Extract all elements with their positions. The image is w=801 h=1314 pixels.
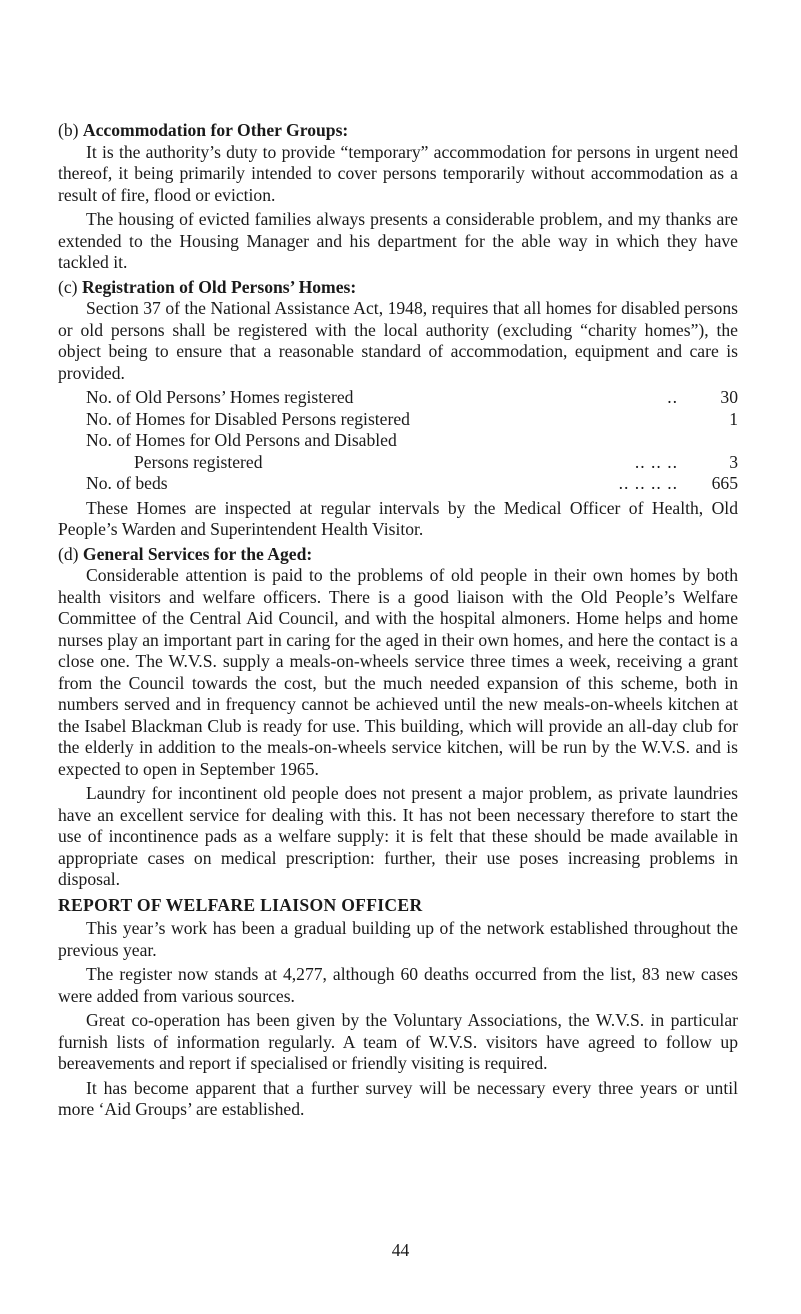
report-paragraph-4: It has become apparent that a further survey will be necessary every three years or until more ‘Aid Groups’ are established. [58, 1077, 738, 1119]
stat-value [696, 430, 738, 452]
stat-leader-dots: .. .. .. .. [618, 473, 678, 493]
section-c-heading [58, 277, 738, 299]
stat-label: No. of beds [86, 473, 168, 493]
stat-leader-dots [397, 430, 696, 452]
stat-value: 665 [711, 473, 738, 493]
section-b-title: Accommodation for Other Groups: [82, 120, 349, 140]
report-heading: REPORT OF WELFARE LIAISON OFFICER [58, 894, 423, 915]
stat-row [58, 452, 738, 474]
section-d-paragraph-2: Laundry for incontinent old people does not present a major problem, as private laundries have an excellent service for dealing with this. It has not been necessary therefore to start the use of incontinence pads as a welfare supply: it is felt that these should be made available in appropriate cases on medical prescription: further, their use poses increasing problems in disposal. [58, 783, 738, 889]
section-c-paragraph-2: These Homes are inspected at regular intervals by the Medical Officer of Health, Old People’s Warden and Superintendent Health Visitor. [58, 497, 738, 539]
stat-label: Persons registered [134, 451, 263, 472]
homes-statistics [58, 387, 738, 495]
stat-leader-dots: .. [667, 387, 678, 407]
stat-value: 3 [729, 451, 738, 472]
section-b-label: (b) [58, 120, 79, 140]
stat-row [58, 387, 738, 409]
section-d-label: (d) [58, 543, 79, 564]
section-c-label: (c) [58, 276, 78, 297]
stat-value: 1 [729, 408, 738, 429]
section-c-title: Registration of Old Persons’ Homes: [81, 276, 357, 297]
report-paragraph-3: Great co-operation has been given by the Voluntary Associations, the W.V.S. in particular furnish lists of information regularly. A team of W.V.S. visitors have agreed to follow up bereavements and report if specialised or friendly visiting is required. [58, 1010, 738, 1073]
stat-label: No. of Homes for Old Persons and Disabled [86, 430, 397, 450]
report-paragraph-1: This year’s work has been a gradual building up of the network established throughout the previous year. [58, 918, 738, 960]
section-d-heading [58, 544, 738, 566]
report-paragraph-2: The register now stands at 4,277, although 60 deaths occurred from the list, 83 new cases were added from various sources. [58, 964, 738, 1006]
document-page [58, 120, 738, 1124]
section-b-paragraph-2: The housing of evicted families always presents a considerable problem, and my thanks are extended to the Housing Manager and his department for the able way in which they have tackled it. [58, 209, 738, 272]
section-c-paragraph-1: Section 37 of the National Assistance Act, 1948, requires that all homes for disabled persons or old persons shall be registered with the local authority (excluding “charity homes”), the object being to ensure that a reasonable standard of accommodation, equipment and care is provided. [58, 298, 738, 383]
stat-row [58, 473, 738, 495]
page-number: 44 [391, 1240, 410, 1260]
stat-row [58, 409, 738, 431]
section-b-paragraph-1: It is the authority’s duty to provide “temporary” accommodation for persons in urgent need thereof, it being primarily intended to cover persons temporarily without accommodation as a result of fire, flood or eviction. [58, 141, 738, 205]
stat-label: No. of Homes for Disabled Persons registered [86, 408, 410, 429]
section-d-title: General Services for the Aged: [82, 543, 313, 564]
section-d-paragraph-1: Considerable attention is paid to the problems of old people in their own homes by both health visitors and welfare officers. There is a good liaison with the Old People’s Welfare Committee of the Central Aid Council, and with the hospital almoners. Home helps and home nurses play an important part in caring for the aged in their own homes, and here the contact is a close one. The W.V.S. supply a meals-on-wheels service three times a week, receiving a grant from the Council towards the cost, but the much needed expansion of this scheme, both in numbers served and in frequency cannot be achieved until the new meals-on-wheels kitchen at the Isabel Blackman Club is ready for use. This building, which will provide an all-day club for the elderly in addition to the meals-on-wheels service kitchen, will be run by the W.V.S. and is expected to open in September 1965. [58, 565, 738, 779]
stat-label: No. of Old Persons’ Homes registered [86, 387, 354, 407]
stat-leader-dots [410, 409, 696, 431]
stat-value: 30 [720, 387, 738, 407]
section-b-heading [58, 120, 738, 142]
stat-leader-dots: .. .. .. [634, 451, 678, 472]
stat-row [58, 430, 738, 452]
